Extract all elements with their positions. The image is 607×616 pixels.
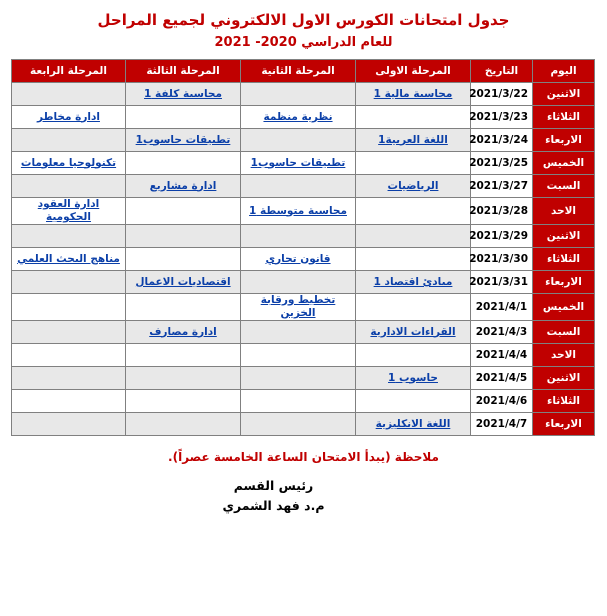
day-cell: الثلاثاء (533, 248, 595, 271)
subject-cell (12, 390, 126, 413)
date-cell: 2021/4/3 (471, 321, 533, 344)
subject-cell: قانون تجاري (241, 248, 356, 271)
subject-cell: ادارة مصارف (126, 321, 241, 344)
subject-cell (12, 413, 126, 436)
column-header-stage-1: المرحلة الاولى (356, 60, 471, 83)
signature-block (12, 476, 595, 516)
signature-name: م.د فهد الشمري (222, 498, 325, 513)
subject-cell (126, 367, 241, 390)
table-row (12, 225, 595, 248)
subject-cell (356, 225, 471, 248)
table-row (12, 271, 595, 294)
day-cell: الثلاثاء (533, 390, 595, 413)
subject-cell: اللغة العربية1 (356, 129, 471, 152)
day-cell: الاثنين (533, 225, 595, 248)
subject-cell: القراءات الادارية (356, 321, 471, 344)
subject-cell: نظرية منظمة (241, 106, 356, 129)
subject-cell: تطبيقات حاسوب1 (126, 129, 241, 152)
subject-cell (12, 321, 126, 344)
subject-cell: الرياضيات (356, 175, 471, 198)
exam-schedule-table (11, 59, 595, 436)
subject-cell: اللغة الانكليزية (356, 413, 471, 436)
table-header (12, 60, 595, 83)
subject-cell (126, 248, 241, 271)
subject-cell (12, 129, 126, 152)
subject-cell (356, 344, 471, 367)
day-cell: الخميس (533, 152, 595, 175)
day-cell: الاربعاء (533, 271, 595, 294)
subject-cell: محاسبة متوسطة 1 (241, 198, 356, 225)
date-cell: 2021/3/31 (471, 271, 533, 294)
subject-cell (241, 271, 356, 294)
table-row (12, 294, 595, 321)
date-cell: 2021/4/5 (471, 367, 533, 390)
column-header-stage-4: المرحلة الرابعة (12, 60, 126, 83)
subject-cell (241, 367, 356, 390)
subject-cell: مناهج البحث العلمي (12, 248, 126, 271)
day-cell: الاربعاء (533, 129, 595, 152)
subject-cell: اقتصاديات الاعمال (126, 271, 241, 294)
column-header-day: اليوم (533, 60, 595, 83)
subject-cell (12, 271, 126, 294)
date-cell: 2021/3/29 (471, 225, 533, 248)
subject-cell: تخطيط ورقابة الخزين (241, 294, 356, 321)
subject-cell (356, 198, 471, 225)
day-cell: الاحد (533, 198, 595, 225)
subject-cell (356, 248, 471, 271)
subject-cell: تكنولوجيا معلومات (12, 152, 126, 175)
subject-cell (356, 152, 471, 175)
table-row (12, 106, 595, 129)
table-row (12, 321, 595, 344)
subject-cell: ادارة مخاطر (12, 106, 126, 129)
column-header-stage-2: المرحلة الثانية (241, 60, 356, 83)
signature-title: رئيس القسم (233, 478, 314, 493)
subject-cell (126, 225, 241, 248)
date-cell: 2021/3/28 (471, 198, 533, 225)
subject-cell (12, 344, 126, 367)
day-cell: الثلاثاء (533, 106, 595, 129)
subject-cell (356, 294, 471, 321)
table-row (12, 198, 595, 225)
subject-cell (126, 390, 241, 413)
subject-cell (356, 390, 471, 413)
table-row (12, 129, 595, 152)
date-cell: 2021/4/6 (471, 390, 533, 413)
subject-cell (126, 106, 241, 129)
day-cell: الاحد (533, 344, 595, 367)
subject-cell: حاسوب 1 (356, 367, 471, 390)
subject-cell (241, 390, 356, 413)
day-cell: الاثنين (533, 83, 595, 106)
subject-cell (12, 83, 126, 106)
date-cell: 2021/3/27 (471, 175, 533, 198)
table-body (12, 83, 595, 436)
subject-cell (241, 175, 356, 198)
subject-cell: تطبيقات حاسوب1 (241, 152, 356, 175)
page-title-block (12, 0, 595, 52)
table-row (12, 344, 595, 367)
subject-cell: مبادئ اقتصاد 1 (356, 271, 471, 294)
date-cell: 2021/3/30 (471, 248, 533, 271)
day-cell: الخميس (533, 294, 595, 321)
date-cell: 2021/4/4 (471, 344, 533, 367)
subject-cell (12, 367, 126, 390)
date-cell: 2021/3/22 (471, 83, 533, 106)
date-cell: 2021/3/25 (471, 152, 533, 175)
exam-time-note: ملاحظة (يبدأ الامتحان الساعة الخامسة عصراً). (168, 450, 439, 464)
subject-cell (12, 225, 126, 248)
subject-cell (126, 294, 241, 321)
page-subtitle: للعام الدراسي 2020- 2021 (214, 35, 393, 50)
subject-cell (126, 198, 241, 225)
subject-cell (126, 152, 241, 175)
subject-cell: ادارة مشاريع (126, 175, 241, 198)
subject-cell (241, 225, 356, 248)
subject-cell (126, 344, 241, 367)
subject-cell (126, 413, 241, 436)
date-cell: 2021/4/7 (471, 413, 533, 436)
subject-cell (241, 321, 356, 344)
subject-cell (12, 294, 126, 321)
table-row (12, 413, 595, 436)
subject-cell (356, 106, 471, 129)
table-row (12, 152, 595, 175)
day-cell: الاثنين (533, 367, 595, 390)
table-row (12, 248, 595, 271)
table-row (12, 367, 595, 390)
subject-cell (241, 129, 356, 152)
page-title: جدول امتحانات الكورس الاول الالكتروني لجميع المراحل (97, 11, 510, 29)
table-row (12, 175, 595, 198)
column-header-date: التاريخ (471, 60, 533, 83)
day-cell: السبت (533, 321, 595, 344)
date-cell: 2021/3/24 (471, 129, 533, 152)
subject-cell: ادارة العقود الحكومية (12, 198, 126, 225)
table-row (12, 390, 595, 413)
date-cell: 2021/3/23 (471, 106, 533, 129)
subject-cell (241, 83, 356, 106)
table-row (12, 83, 595, 106)
subject-cell: محاسبة كلفة 1 (126, 83, 241, 106)
date-cell: 2021/4/1 (471, 294, 533, 321)
day-cell: السبت (533, 175, 595, 198)
subject-cell (12, 175, 126, 198)
subject-cell: محاسبة مالية 1 (356, 83, 471, 106)
subject-cell (241, 344, 356, 367)
day-cell: الاربعاء (533, 413, 595, 436)
subject-cell (241, 413, 356, 436)
column-header-stage-3: المرحلة الثالثة (126, 60, 241, 83)
table-header-row (12, 60, 595, 83)
